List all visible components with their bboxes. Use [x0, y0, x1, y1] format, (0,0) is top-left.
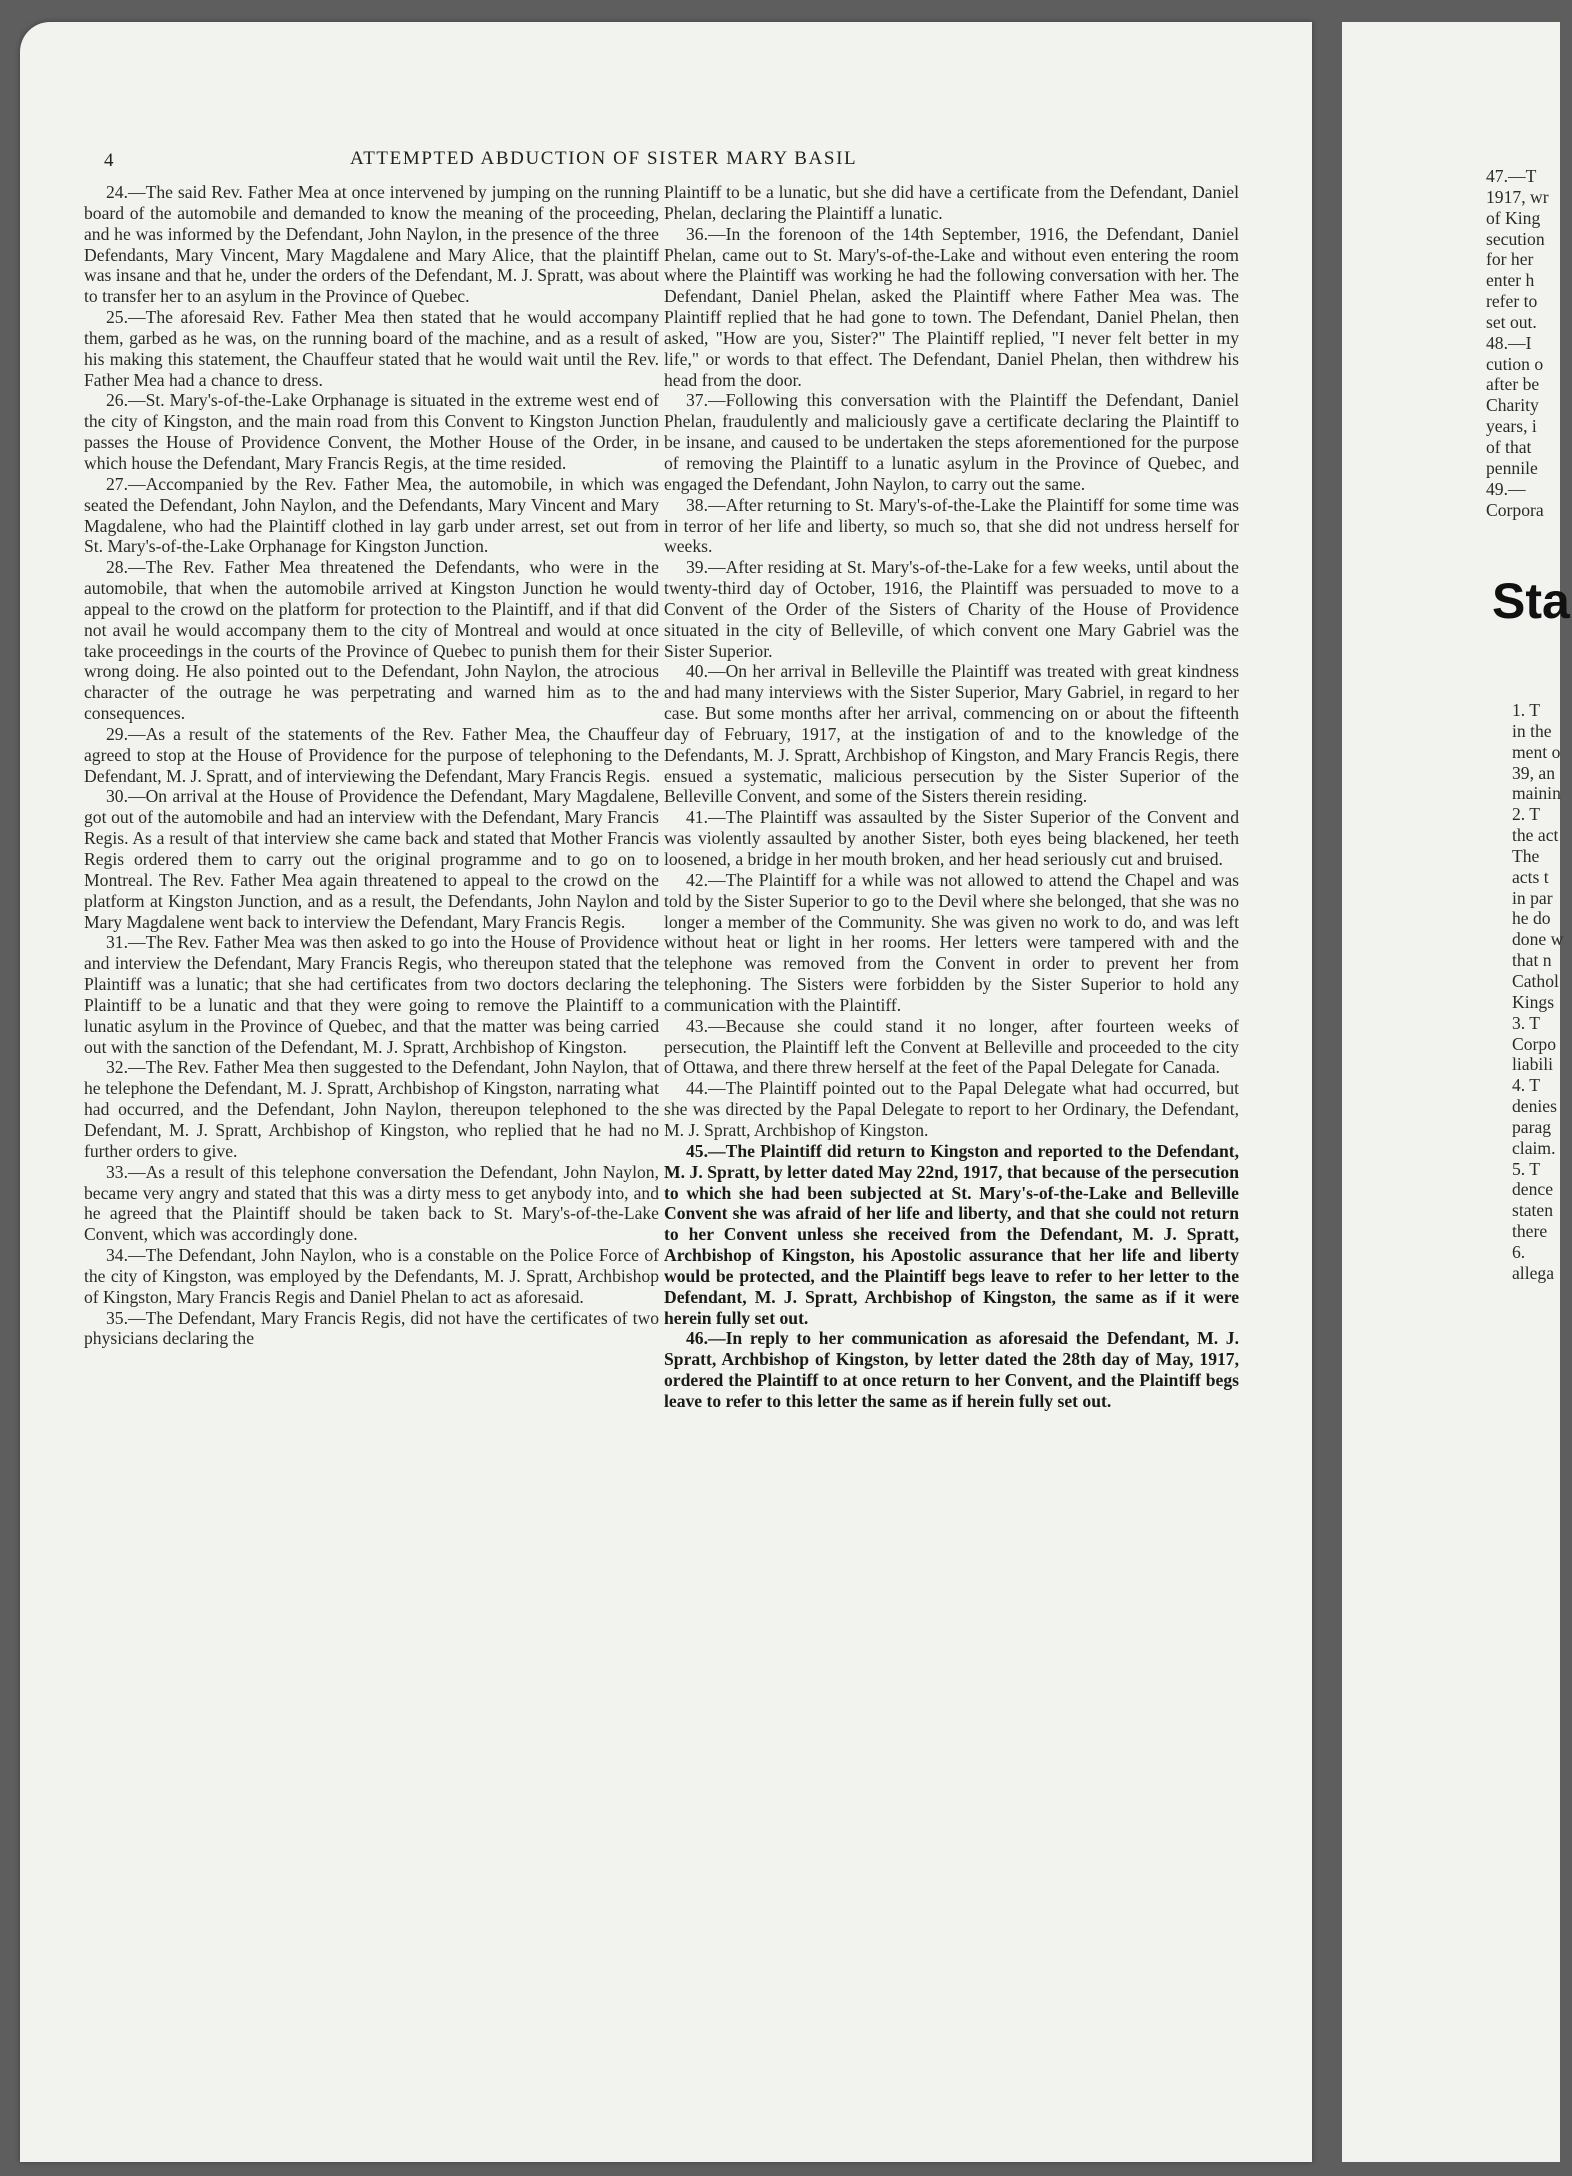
text-fragment: acts t	[1512, 866, 1549, 887]
text-fragment: years, i	[1486, 416, 1537, 437]
text-fragment: 47.—T	[1486, 166, 1537, 186]
text-fragment: 39, an	[1512, 762, 1555, 783]
paragraph: 28.—The Rev. Father Mea threatened the Defendants, who were in the automobile, that when the automobile arrived at Kingston Junction he would appeal to the crowd on the platform for protection to the Plaintiff, and if that did not avail he would accompany them to the city of Montreal and would at once take proceedings in the courts of the Province of Quebec to punish them for their wrong doing. He also pointed out to the Defendant, John Naylon, the atrocious character of the outrage he was perpetrating and warned him as to the consequences.	[84, 557, 659, 724]
paragraph: 46.—In reply to her communication as aforesaid the Defendant, M. J. Spratt, Archbishop of Kingston, by letter dated the 28th day of May, 1917, ordered the Plaintiff to at once return to her Convent, and the Plaintiff begs leave to refer to this letter the same as if herein fully set out.	[664, 1328, 1239, 1411]
paragraph: 31.—The Rev. Father Mea was then asked to go into the House of Providence and interview the Defendant, Mary Francis Regis, who thereupon stated that the Plaintiff was a lunatic; that she had certificates from two doctors declaring the Plaintiff to be a lunatic and that they were going to remove the Plaintiff to a lunatic asylum in the Province of Quebec, and that the matter was being carried out with the sanction of the Defendant, M. J. Spratt, Archbishop of Kingston.	[84, 932, 659, 1057]
text-fragment: 3. T	[1512, 1012, 1541, 1033]
text-fragment: enter h	[1486, 270, 1535, 291]
text-fragment: 2. T	[1512, 804, 1541, 825]
text-fragment: that n	[1512, 950, 1552, 971]
text-fragment: in the	[1512, 720, 1552, 741]
text-fragment: of King	[1486, 207, 1541, 228]
paragraph: 33.—As a result of this telephone conversation the Defendant, John Naylon, became very angry and stated that this was a dirty mess to get anybody into, and he agreed that the Plaintiff should be taken back to St. Mary's-of-the-Lake Convent, which was accordingly done.	[84, 1161, 659, 1245]
text-fragment: Corpo	[1512, 1033, 1556, 1054]
text-fragment: after be	[1486, 374, 1540, 395]
text-fragment: 6.	[1512, 1241, 1526, 1262]
text-fragment: 49.—	[1486, 478, 1526, 499]
page-number: 4	[104, 150, 114, 171]
running-title: ATTEMPTED ABDUCTION OF SISTER MARY BASIL	[350, 148, 858, 169]
text-fragment: there	[1512, 1221, 1548, 1242]
next-page-fragments	[1486, 166, 1566, 520]
text-fragment: 5. T	[1512, 1158, 1541, 1179]
text-fragment: for her	[1486, 249, 1534, 270]
text-fragment: set out.	[1486, 311, 1537, 332]
text-fragment: 1. T	[1512, 700, 1541, 720]
paragraph: 26.—St. Mary's-of-the-Lake Orphanage is situated in the extreme west end of the city of Kingston, and the main road from this Convent to Kingston Junction passes the House of Providence Convent, the Mother House of the Order, in which house the Defendant, Mary Francis Regis, at the time resided.	[84, 390, 659, 473]
text-fragment: secution	[1486, 228, 1545, 249]
text-fragment: parag	[1512, 1116, 1552, 1137]
paragraph: 35.—The Defendant, Mary Francis Regis, did not have the certificates of two physicians declaring the	[84, 1307, 659, 1349]
text-fragment: staten	[1512, 1200, 1554, 1221]
paragraph: 36.—In the forenoon of the 14th September, 1916, the Defendant, Daniel Phelan, came out to St. Mary's-of-the-Lake and without even entering the room where the Plaintiff was working he had the following conversation with her. The Defendant, Daniel Phelan, asked the Plaintiff where Father Mea was. The Plaintiff replied that he had gone to town. The Defendant, Daniel Phelan, then asked, "How are you, Sister?" The Plaintiff replied, "I never felt better in my life," or words to that effect. The Defendant, Daniel Phelan, then withdrew his head from the door.	[664, 223, 1239, 390]
right-text-column	[664, 182, 1239, 1412]
text-fragment: liabili	[1512, 1054, 1554, 1075]
text-fragment: allega	[1512, 1262, 1554, 1283]
text-fragment: mainin	[1512, 783, 1561, 804]
paragraph: 32.—The Rev. Father Mea then suggested to the Defendant, John Naylon, that he telephone the Defendant, M. J. Spratt, Archbishop of Kingston, narrating what had occurred, and the Defendant, John Naylon, thereupon telephoned to the Defendant, M. J. Spratt, Archbishop of Kingston, who replied that he had no further orders to give.	[84, 1057, 659, 1161]
text-fragment: dence	[1512, 1179, 1554, 1200]
paragraph: 38.—After returning to St. Mary's-of-the-Lake the Plaintiff for some time was in terror of her life and liberty, so much so, that she did not undress herself for weeks.	[664, 494, 1239, 557]
paragraph: 29.—As a result of the statements of the Rev. Father Mea, the Chauffeur agreed to stop at the House of Providence for the purpose of telephoning to the Defendant, M. J. Spratt, and of interviewing the Defendant, Mary Francis Regis.	[84, 723, 659, 786]
next-page-fragments-lower	[1512, 700, 1572, 1284]
left-text-column	[84, 182, 659, 1349]
text-fragment: 4. T	[1512, 1075, 1541, 1096]
text-fragment: 48.—I	[1486, 332, 1532, 353]
paragraph: 25.—The aforesaid Rev. Father Mea then stated that he would accompany them, garbed as he was, on the running board of the machine, and as a result of his making this statement, the Chauffeur stated that he would wait until the Rev. Father Mea had a chance to dress.	[84, 307, 659, 390]
paragraph: 37.—Following this conversation with the Plaintiff the Defendant, Daniel Phelan, fraudulently and maliciously gave a certificate declaring the Plaintiff to be insane, and caused to be undertaken the steps aforementioned for the purpose of removing the Plaintiff to a lunatic asylum in the Province of Quebec, and engaged the Defendant, John Naylon, to carry out the same.	[664, 390, 1239, 494]
paragraph: 43.—Because she could stand it no longer, after fourteen weeks of persecution, the Plaintiff left the Convent at Belleville and proceeded to the city of Ottawa, and there threw herself at the feet of the Papal Delegate for Canada.	[664, 1015, 1239, 1078]
text-fragment: in par	[1512, 887, 1553, 908]
text-fragment: pennile	[1486, 457, 1538, 478]
paragraph: 45.—The Plaintiff did return to Kingston and reported to the Defendant, M. J. Spratt, by letter dated May 22nd, 1917, that because of the persecution to which she had been subjected at St. Mary's-of-the-Lake and Belleville Convent she was afraid of her life and liberty, and that she could not return to her Convent unless she received from the Defendant, M. J. Spratt, Archbishop of Kingston, his Apostolic assurance that her life and liberty would be protected, and the Plaintiff begs leave to refer to her letter to the Defendant, M. J. Spratt, Archbishop of Kingston, the same as if it were herein fully set out.	[664, 1140, 1239, 1328]
text-fragment: Cathol	[1512, 970, 1559, 991]
text-fragment: claim.	[1512, 1137, 1556, 1158]
paragraph: 24.—The said Rev. Father Mea at once intervened by jumping on the running board of the automobile and demanded to know the meaning of the proceeding, and he was informed by the Defendant, John Naylon, in the presence of the three Defendants, Mary Vincent, Mary Magdalene and Mary Alice, that the plaintiff was insane and that he, under the orders of the Defendant, M. J. Spratt, was about to transfer her to an asylum in the Province of Quebec.	[84, 182, 659, 307]
text-fragment: The	[1512, 845, 1540, 866]
text-fragment: 1917, wr	[1486, 186, 1549, 207]
paragraph: 30.—On arrival at the House of Providence the Defendant, Mary Magdalene, got out of the automobile and had an interview with the Defendant, Mary Francis Regis. As a result of that interview she came back and stated that Mother Francis Regis ordered them to carry out the original programme and to go on to Montreal. The Rev. Father Mea again threatened to appeal to the crowd on the platform at Kingston Junction, and as a result, the Defendants, John Naylon and Mary Magdalene went back to interview the Defendant, Mary Francis Regis.	[84, 786, 659, 932]
paragraph: 41.—The Plaintiff was assaulted by the Sister Superior of the Convent and was violently assaulted by another Sister, both eyes being blackened, her teeth loosened, a bridge in her mouth broken, and her head seriously cut and bruised.	[664, 807, 1239, 869]
text-fragment: ment o	[1512, 741, 1561, 762]
text-fragment: Charity	[1486, 395, 1539, 416]
paragraph: Plaintiff to be a lunatic, but she did have a certificate from the Defendant, Daniel Phelan, declaring the Plaintiff a lunatic.	[664, 182, 1239, 223]
text-fragment: refer to	[1486, 291, 1538, 312]
text-fragment: he do	[1512, 908, 1551, 929]
paragraph: 40.—On her arrival in Belleville the Plaintiff was treated with great kindness and had many interviews with the Sister Superior, Mary Gabriel, in regard to her case. But some months after her arrival, commencing on or about the fifteenth day of February, 1917, at the instigation of and to the knowledge of the Defendants, M. J. Spratt, Archbishop of Kingston, and Mary Francis Regis, there ensued a systematic, malicious persecution by the Sister Superior of the Belleville Convent, and some of the Sisters therein residing.	[664, 661, 1239, 807]
next-page-heading: Sta	[1492, 573, 1570, 629]
text-fragment: of that	[1486, 436, 1532, 457]
text-fragment: Corpora	[1486, 499, 1544, 520]
paragraph: 27.—Accompanied by the Rev. Father Mea, the automobile, in which was seated the Defendant, John Naylon, and the Defendants, Mary Vincent and Mary Magdalene, who had the Plaintiff clothed in lay garb under arrest, set out from St. Mary's-of-the-Lake Orphanage for Kingston Junction.	[84, 473, 659, 557]
text-fragment: the act	[1512, 825, 1559, 846]
paragraph: 44.—The Plaintiff pointed out to the Papal Delegate what had occurred, but she was directed by the Papal Delegate to report to her Ordinary, the Defendant, M. J. Spratt, Archbishop of Kingston.	[664, 1078, 1239, 1140]
text-fragment: cution o	[1486, 353, 1544, 374]
text-fragment: done w	[1512, 929, 1564, 950]
paragraph: 42.—The Plaintiff for a while was not allowed to attend the Chapel and was told by the Sister Superior to go to the Devil where she belonged, that she was no longer a member of the Community. She was given no work to do, and was left without heat or light in her rooms. Her letters were tampered with and the telephone was removed from the Convent in order to prevent her from telephoning. The Sisters were forbidden by the Sister Superior to hold any communication with the Plaintiff.	[664, 869, 1239, 1015]
paragraph: 39.—After residing at St. Mary's-of-the-Lake for a few weeks, until about the twenty-third day of October, 1916, the Plaintiff was persuaded to move to a Convent of the Order of the Sisters of Charity of the House of Providence situated in the city of Belleville, of which convent one Mary Gabriel was the Sister Superior.	[664, 557, 1239, 661]
text-fragment: Kings	[1512, 991, 1555, 1012]
text-fragment: denies	[1512, 1096, 1557, 1117]
paragraph: 34.—The Defendant, John Naylon, who is a constable on the Police Force of the city of Kingston, was employed by the Defendants, M. J. Spratt, Archbishop of Kingston, Mary Francis Regis and Daniel Phelan to act as aforesaid.	[84, 1245, 659, 1307]
